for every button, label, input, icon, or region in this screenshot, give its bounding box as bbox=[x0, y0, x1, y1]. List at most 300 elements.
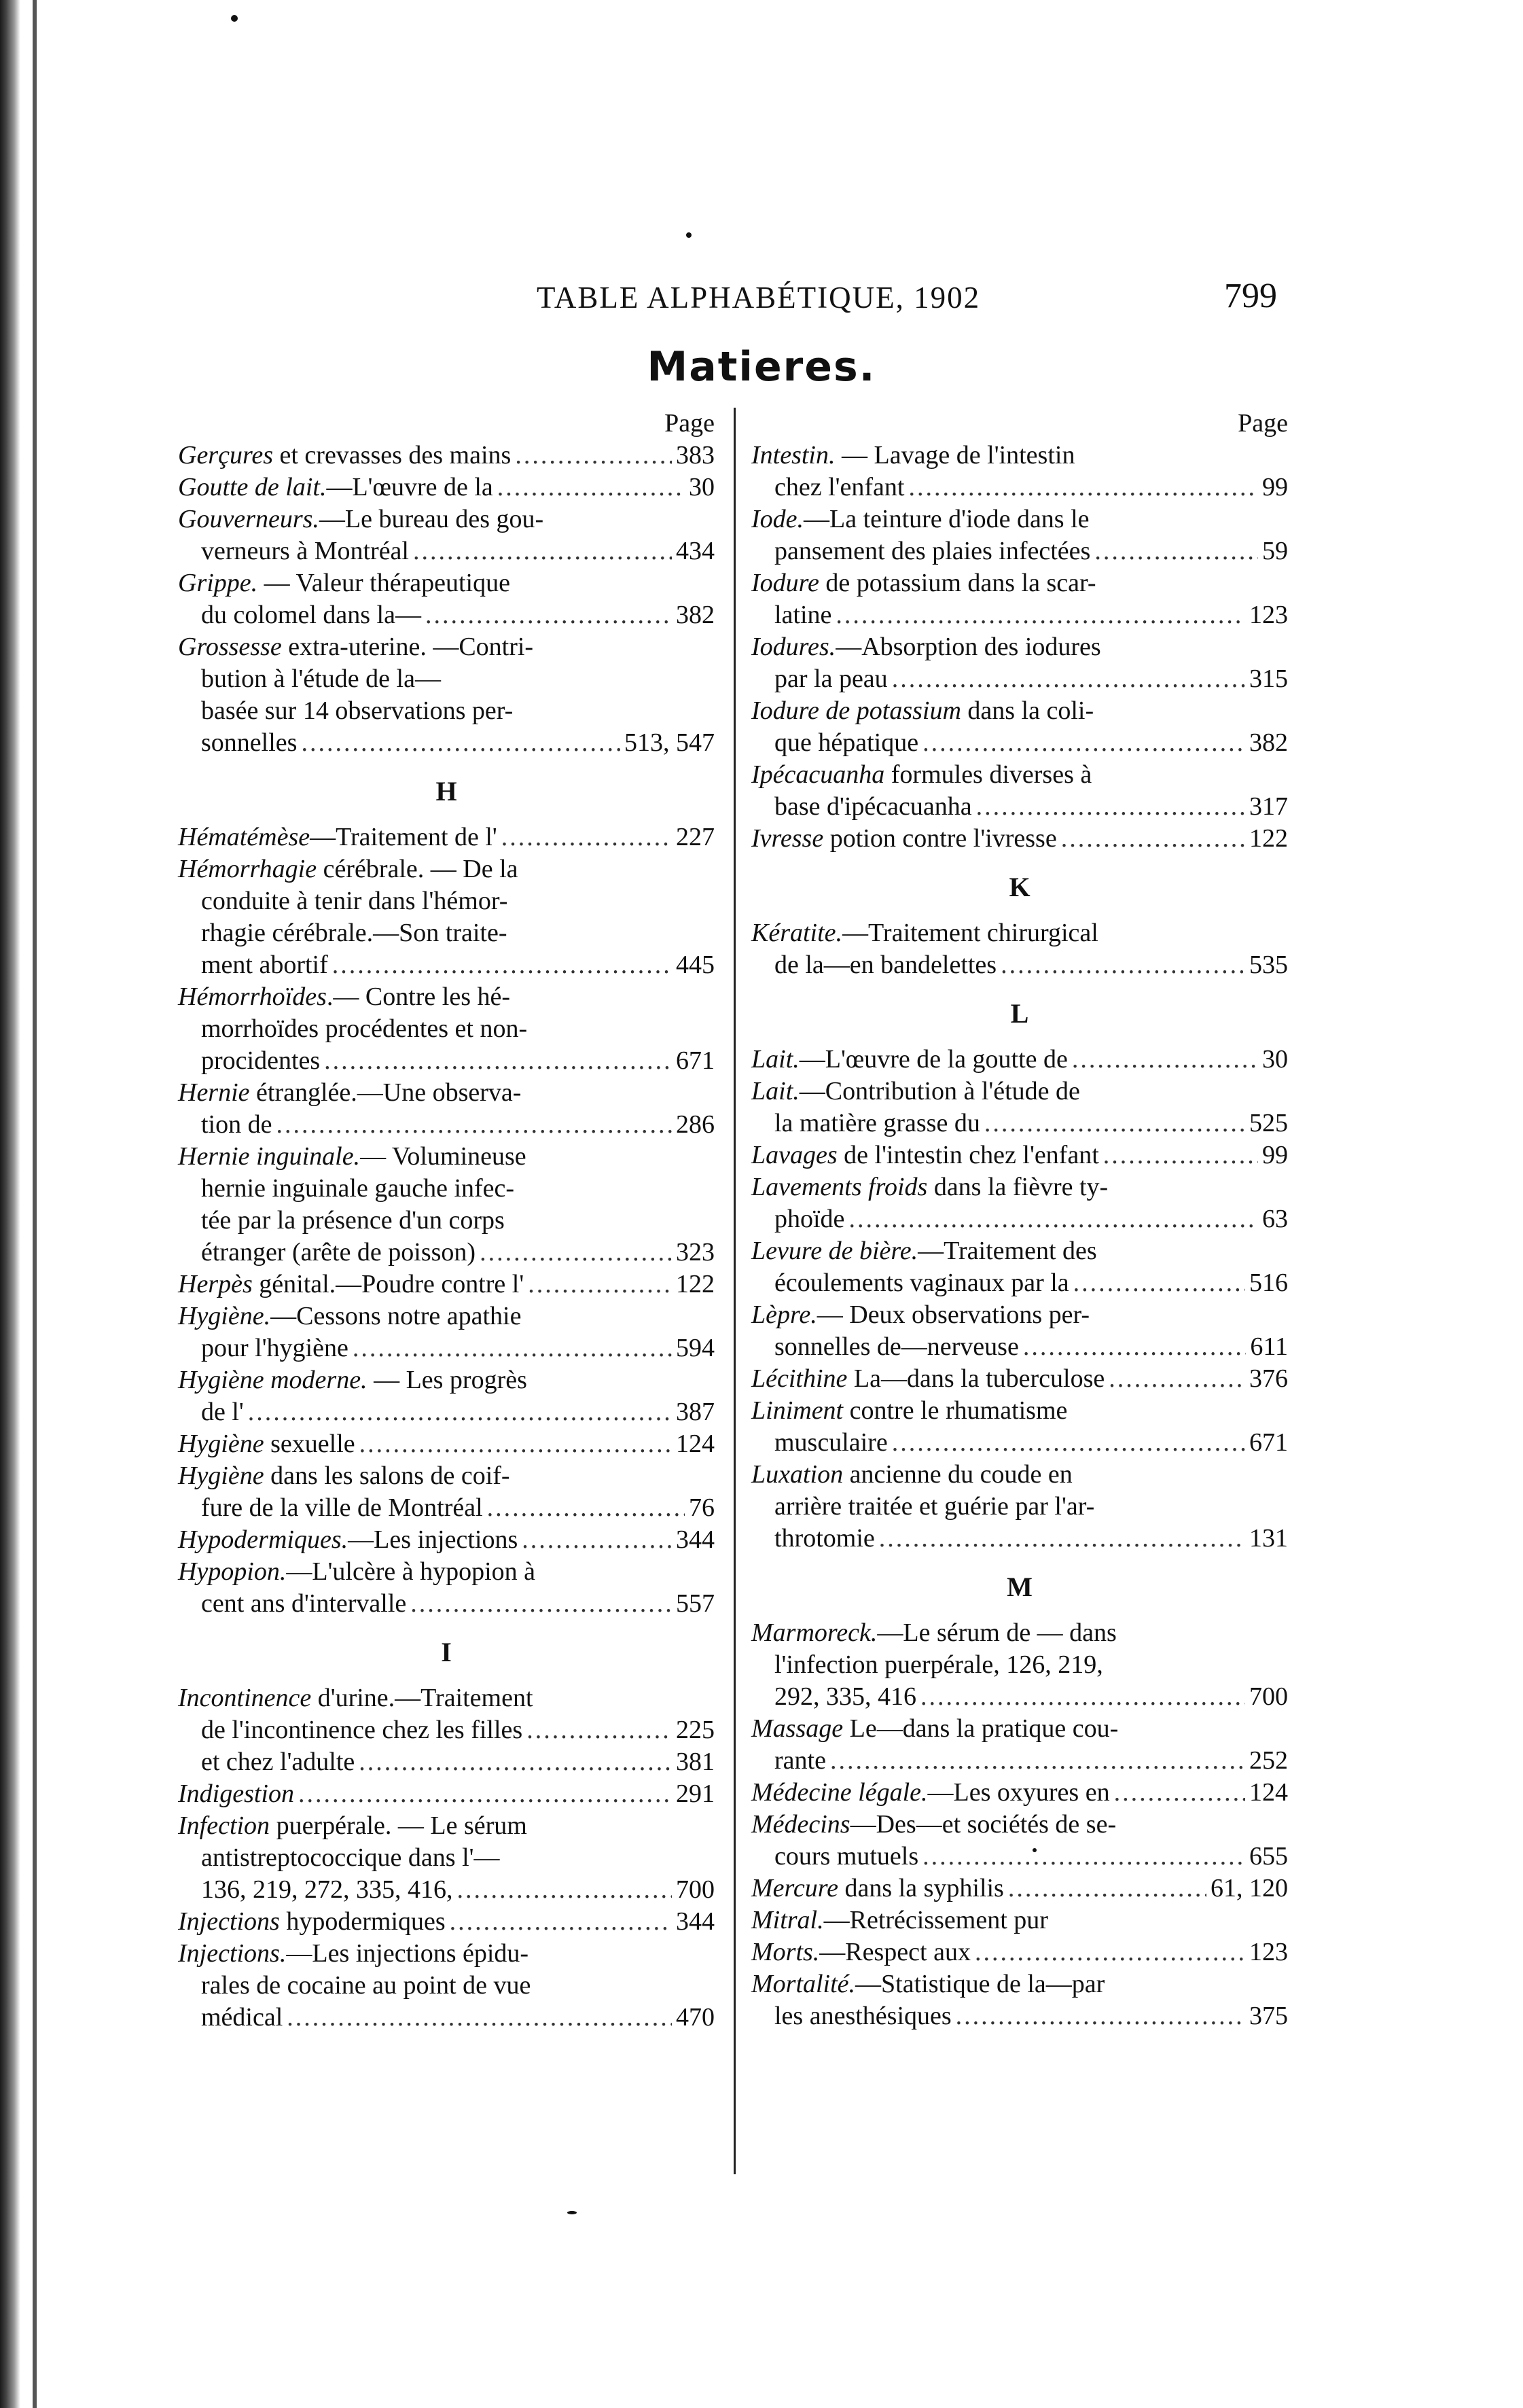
entry-keyword: Intestin. bbox=[751, 441, 836, 470]
index-entry-line bbox=[178, 567, 715, 599]
entry-keyword: Lavages bbox=[751, 1141, 838, 1169]
entry-description: tion de bbox=[201, 1110, 272, 1139]
entry-description: —Cessons notre apathie bbox=[270, 1302, 522, 1330]
index-entry-line bbox=[178, 1778, 715, 1810]
dot-leader bbox=[528, 1269, 672, 1300]
index-entry-line bbox=[178, 1109, 715, 1141]
index-entry-line bbox=[751, 440, 1288, 472]
index-entry bbox=[178, 1269, 715, 1300]
entry-description: par la peau bbox=[774, 665, 888, 693]
entry-text bbox=[774, 1427, 888, 1459]
entry-text bbox=[201, 1842, 500, 1874]
entry-text bbox=[178, 503, 543, 535]
index-entry-line bbox=[751, 1713, 1288, 1745]
entry-page-ref: 381 bbox=[676, 1748, 715, 1776]
entry-description: antistreptococcique dans l'— bbox=[201, 1843, 500, 1872]
index-entry-line bbox=[751, 1491, 1288, 1523]
dot-leader bbox=[836, 599, 1245, 631]
entry-description: et crevasses des mains bbox=[273, 441, 512, 470]
entry-description: procidentes bbox=[201, 1046, 321, 1075]
entry-keyword: Hernie inguinale. bbox=[178, 1142, 361, 1171]
entry-text bbox=[751, 1076, 1080, 1108]
index-entry-line bbox=[751, 503, 1288, 535]
section-title: Matieres. bbox=[647, 343, 876, 391]
dot-leader bbox=[425, 599, 672, 631]
entry-page-ref: 655 bbox=[1249, 1842, 1288, 1871]
entry-text bbox=[178, 853, 518, 885]
index-entry-line bbox=[751, 2000, 1288, 2032]
entry-page-ref: 252 bbox=[1249, 1746, 1288, 1775]
index-entry-line bbox=[751, 1873, 1288, 1905]
entry-text bbox=[751, 1936, 971, 1968]
running-head-title: TABLE ALPHABÉTIQUE, 1902 bbox=[537, 281, 981, 315]
entry-description: phoïde bbox=[774, 1205, 845, 1233]
index-entry bbox=[178, 1300, 715, 1364]
entry-keyword: Lécithine bbox=[751, 1364, 848, 1393]
entry-description: —L'œuvre de la bbox=[326, 473, 493, 501]
entry-text bbox=[201, 1588, 406, 1620]
index-entry-line bbox=[178, 1556, 715, 1588]
index-entry-line bbox=[751, 1936, 1288, 1968]
index-entry bbox=[751, 1809, 1288, 1873]
entry-text bbox=[201, 917, 507, 949]
dot-leader bbox=[1094, 535, 1258, 567]
entry-description: arrière traitée et guérie par l'ar- bbox=[774, 1492, 1095, 1521]
index-entry bbox=[751, 1171, 1288, 1235]
index-entry-line bbox=[751, 1203, 1288, 1235]
index-column-right bbox=[751, 408, 1288, 2032]
entry-keyword: Médecine légale. bbox=[751, 1778, 928, 1807]
entry-keyword: Infection bbox=[178, 1811, 270, 1840]
entry-keyword: Hypopion. bbox=[178, 1557, 287, 1586]
index-entry-line bbox=[751, 631, 1288, 663]
entry-description: écoulements vaginaux par la bbox=[774, 1269, 1069, 1297]
entry-keyword: Hygiène bbox=[178, 1430, 264, 1458]
entry-page-ref: 535 bbox=[1249, 951, 1288, 979]
entry-text bbox=[201, 1714, 522, 1746]
entry-description: sexuelle bbox=[264, 1430, 355, 1458]
entry-page-ref: 59 bbox=[1262, 537, 1288, 565]
index-entry bbox=[178, 1938, 715, 2034]
entry-text bbox=[178, 1269, 524, 1300]
index-entry-line bbox=[751, 1459, 1288, 1491]
index-entry bbox=[751, 1459, 1288, 1555]
index-entry bbox=[751, 1139, 1288, 1171]
entry-page-ref: 344 bbox=[676, 1907, 715, 1936]
index-entry-line bbox=[178, 1077, 715, 1109]
index-entry-line bbox=[178, 440, 715, 472]
letter-heading: L bbox=[1010, 998, 1029, 1029]
entry-keyword: Lavements froids bbox=[751, 1173, 928, 1201]
index-entry bbox=[751, 1299, 1288, 1363]
index-entry-line bbox=[178, 1874, 715, 1906]
index-entry-line bbox=[751, 1299, 1288, 1331]
index-entry bbox=[178, 1810, 715, 1906]
entry-description: tée par la présence d'un corps bbox=[201, 1206, 505, 1235]
entry-page-ref: 122 bbox=[676, 1270, 715, 1298]
index-entry bbox=[751, 1076, 1288, 1139]
entry-description: basée sur 14 observations per- bbox=[201, 696, 514, 725]
index-entry bbox=[751, 631, 1288, 695]
index-entry-line bbox=[178, 1205, 715, 1237]
index-entry bbox=[178, 853, 715, 981]
index-entry bbox=[178, 1141, 715, 1269]
entry-page-ref: 700 bbox=[1249, 1682, 1288, 1711]
dot-leader bbox=[879, 1523, 1245, 1555]
index-entry bbox=[751, 1713, 1288, 1777]
index-entry-line bbox=[178, 1045, 715, 1077]
index-entry bbox=[178, 1906, 715, 1938]
entry-description: —Les injections épidu- bbox=[286, 1939, 529, 1968]
entry-text bbox=[201, 663, 441, 695]
dot-leader bbox=[487, 1492, 685, 1524]
letter-heading: H bbox=[435, 776, 457, 807]
entry-text bbox=[201, 1746, 355, 1778]
entry-description: morrhoïdes procédentes et non- bbox=[201, 1014, 528, 1043]
dot-leader bbox=[324, 1045, 672, 1077]
entry-description: — Les progrès bbox=[367, 1366, 527, 1394]
index-column-left bbox=[178, 408, 715, 2034]
entry-text bbox=[751, 1459, 1073, 1491]
dot-leader bbox=[480, 1237, 672, 1269]
entry-text bbox=[774, 791, 972, 823]
entry-text bbox=[751, 1044, 1068, 1076]
entry-text bbox=[201, 1045, 320, 1077]
index-entry-line bbox=[178, 949, 715, 981]
entry-description: d'urine.—Traitement bbox=[311, 1684, 533, 1712]
entry-keyword: Grossesse bbox=[178, 633, 282, 661]
index-entry-line bbox=[751, 1171, 1288, 1203]
entry-description: de l'intestin chez l'enfant bbox=[837, 1141, 1099, 1169]
entry-text bbox=[751, 1873, 1004, 1905]
entry-page-ref: 383 bbox=[676, 441, 715, 470]
entry-text bbox=[774, 1523, 875, 1555]
index-entry bbox=[751, 1936, 1288, 1968]
entry-keyword: Gouverneurs. bbox=[178, 505, 319, 533]
entry-text bbox=[178, 1682, 533, 1714]
entry-description: musculaire bbox=[774, 1428, 888, 1457]
index-entry-line bbox=[751, 599, 1288, 631]
entry-keyword: Lait. bbox=[751, 1045, 800, 1074]
index-entry-line bbox=[178, 1524, 715, 1556]
entry-page-ref: 594 bbox=[676, 1334, 715, 1362]
index-entry-line bbox=[751, 1395, 1288, 1427]
entry-description: —Le bureau des gou- bbox=[319, 505, 544, 533]
index-entry-line bbox=[178, 821, 715, 853]
index-entry bbox=[751, 1777, 1288, 1809]
entry-page-ref: 445 bbox=[676, 951, 715, 979]
entry-page-ref: 671 bbox=[676, 1046, 715, 1075]
entry-text bbox=[751, 1617, 1117, 1649]
index-entry-line bbox=[751, 1617, 1288, 1649]
entry-text bbox=[178, 821, 497, 853]
entry-description: de la—en bandelettes bbox=[774, 951, 997, 979]
index-entry-line bbox=[178, 1300, 715, 1332]
entry-text bbox=[751, 695, 1094, 727]
entry-page-ref: 317 bbox=[1249, 792, 1288, 821]
index-entry-line bbox=[178, 1460, 715, 1492]
entry-keyword: Injections. bbox=[178, 1939, 287, 1968]
entry-text bbox=[201, 1205, 505, 1237]
entry-text bbox=[178, 1938, 528, 1970]
entry-text bbox=[751, 1777, 1110, 1809]
entry-text bbox=[774, 1491, 1094, 1523]
running-head bbox=[537, 277, 1277, 327]
entry-description: fure de la ville de Montréal bbox=[201, 1493, 483, 1522]
entry-page-ref: 516 bbox=[1249, 1269, 1288, 1297]
dot-leader bbox=[248, 1396, 672, 1428]
entry-keyword: Indigestion bbox=[178, 1780, 294, 1808]
index-entry bbox=[178, 567, 715, 631]
entry-page-ref: 99 bbox=[1262, 1141, 1288, 1169]
entry-description: —L'ulcère à hypopion à bbox=[286, 1557, 536, 1586]
index-entry bbox=[751, 823, 1288, 855]
index-entry bbox=[751, 567, 1288, 631]
entry-description: .— Contre les hé- bbox=[326, 982, 511, 1011]
entry-description: rante bbox=[774, 1746, 826, 1775]
entry-keyword: Mitral. bbox=[751, 1906, 824, 1934]
dot-leader bbox=[353, 1332, 672, 1364]
entry-text bbox=[774, 599, 831, 631]
page-number: 799 bbox=[1224, 277, 1277, 315]
column-divider bbox=[734, 408, 736, 2174]
entry-keyword: Iodures. bbox=[751, 633, 836, 661]
entry-text bbox=[751, 567, 1096, 599]
entry-description: —L'œuvre de la goutte de bbox=[799, 1045, 1068, 1074]
index-entry bbox=[751, 1873, 1288, 1905]
index-entry-line bbox=[751, 535, 1288, 567]
entry-text bbox=[201, 1332, 348, 1364]
index-entry bbox=[751, 1617, 1288, 1713]
entry-text bbox=[751, 1713, 1118, 1745]
entry-text bbox=[178, 1810, 527, 1842]
entry-text bbox=[201, 1013, 527, 1045]
dot-leader bbox=[1073, 1267, 1245, 1299]
entry-text bbox=[774, 1745, 826, 1777]
entry-description: ancienne du coude en bbox=[843, 1460, 1073, 1489]
index-entry-line bbox=[751, 1139, 1288, 1171]
entry-keyword: Hygiène bbox=[178, 1462, 264, 1490]
entry-description: contre le rhumatisme bbox=[843, 1396, 1068, 1425]
index-entry-line bbox=[178, 1013, 715, 1045]
entry-description: rhagie cérébrale.—Son traite- bbox=[201, 919, 507, 947]
entry-description: La—dans la tuberculose bbox=[847, 1364, 1105, 1393]
index-entry-line bbox=[751, 1044, 1288, 1076]
entry-page-ref: 76 bbox=[689, 1493, 715, 1522]
index-entry bbox=[178, 472, 715, 503]
dot-leader bbox=[1008, 1873, 1206, 1905]
entry-keyword: Mortalité. bbox=[751, 1970, 856, 1998]
letter-heading: K bbox=[1009, 872, 1031, 902]
entry-keyword: Injections bbox=[178, 1907, 280, 1936]
index-entry-line bbox=[178, 1237, 715, 1269]
entry-description: extra-uterine. —Contri- bbox=[281, 633, 534, 661]
letter-heading: M bbox=[1007, 1572, 1033, 1602]
entry-text bbox=[751, 631, 1101, 663]
entry-page-ref: 382 bbox=[1249, 728, 1288, 757]
entry-description: Le—dans la pratique cou- bbox=[843, 1714, 1119, 1743]
ink-speck bbox=[567, 2211, 577, 2214]
entry-page-ref: 700 bbox=[676, 1875, 715, 1904]
index-entry-line bbox=[178, 1332, 715, 1364]
entry-text bbox=[751, 1363, 1105, 1395]
entry-keyword: Lèpre. bbox=[751, 1300, 817, 1329]
entry-page-ref: 525 bbox=[1249, 1109, 1288, 1137]
index-entry-line bbox=[178, 1428, 715, 1460]
entry-keyword: Hygiène. bbox=[178, 1302, 271, 1330]
index-entry-line bbox=[178, 1396, 715, 1428]
index-entry-line bbox=[178, 1141, 715, 1173]
entry-keyword: Hémorrhoïdes bbox=[178, 982, 327, 1011]
index-entry-line bbox=[751, 1809, 1288, 1841]
letter-heading: I bbox=[441, 1637, 452, 1667]
dot-leader bbox=[1001, 949, 1245, 981]
entry-text bbox=[178, 631, 533, 663]
index-entry bbox=[751, 695, 1288, 759]
index-entry-line bbox=[178, 1842, 715, 1874]
entry-keyword: Goutte de lait. bbox=[178, 473, 327, 501]
index-entry-line bbox=[178, 1269, 715, 1300]
entry-page-ref: 124 bbox=[676, 1430, 715, 1458]
index-entry-line bbox=[178, 1938, 715, 1970]
entry-text bbox=[201, 1492, 483, 1524]
entry-description: —Le sérum de — dans bbox=[877, 1618, 1117, 1647]
entry-description: conduite à tenir dans l'hémor- bbox=[201, 887, 508, 915]
entry-keyword: Lait. bbox=[751, 1077, 800, 1105]
entry-description: de l'incontinence chez les filles bbox=[201, 1716, 523, 1744]
index-entry bbox=[751, 1363, 1288, 1395]
entry-description: — Deux observations per- bbox=[817, 1300, 1090, 1329]
entry-text bbox=[201, 1173, 514, 1205]
entry-page-ref: 291 bbox=[676, 1780, 715, 1808]
entry-keyword: Iodure de potassium bbox=[751, 696, 961, 725]
entry-text bbox=[774, 1649, 1103, 1681]
index-entry-line bbox=[751, 1108, 1288, 1139]
entry-description: 136, 219, 272, 335, 416, bbox=[201, 1875, 453, 1904]
entry-description: base d'ipécacuanha bbox=[774, 792, 972, 821]
dot-leader bbox=[920, 1681, 1245, 1713]
entry-text bbox=[774, 1331, 1019, 1363]
entry-text bbox=[774, 1841, 918, 1873]
index-entry bbox=[751, 440, 1288, 503]
dot-leader bbox=[287, 2002, 672, 2034]
entry-description: formules diverses à bbox=[884, 760, 1092, 789]
dot-leader bbox=[332, 949, 672, 981]
index-entry-line bbox=[178, 599, 715, 631]
index-entry bbox=[178, 1524, 715, 1556]
entry-page-ref: 671 bbox=[1249, 1428, 1288, 1457]
entry-text bbox=[751, 1235, 1097, 1267]
entry-text bbox=[178, 567, 510, 599]
entry-description: 292, 335, 416 bbox=[774, 1682, 916, 1711]
entry-page-ref: 387 bbox=[676, 1398, 715, 1426]
index-entry-line bbox=[178, 1746, 715, 1778]
entry-page-ref: 513, 547 bbox=[624, 728, 715, 757]
entry-keyword: Hémorrhagie bbox=[178, 855, 317, 883]
index-entry-line bbox=[178, 1906, 715, 1938]
index-entry-line bbox=[751, 567, 1288, 599]
index-entry-line bbox=[178, 1714, 715, 1746]
entry-description: médical bbox=[201, 2003, 283, 2032]
entry-description: cérébrale. — De la bbox=[317, 855, 518, 883]
index-entry bbox=[178, 1428, 715, 1460]
entry-text bbox=[751, 1905, 1048, 1936]
entry-description: sonnelles bbox=[201, 728, 298, 757]
entry-text bbox=[751, 440, 1075, 472]
index-entry-line bbox=[178, 981, 715, 1013]
entry-text bbox=[751, 1299, 1090, 1331]
entry-page-ref: 123 bbox=[1249, 1938, 1288, 1966]
entry-text bbox=[774, 472, 904, 503]
entry-text bbox=[178, 472, 493, 503]
page-column-header: Page bbox=[664, 409, 715, 438]
index-entry-line bbox=[178, 503, 715, 535]
entry-description: de potassium dans la scar- bbox=[819, 569, 1096, 597]
entry-page-ref: 470 bbox=[676, 2003, 715, 2032]
index-entry bbox=[178, 440, 715, 472]
entry-text bbox=[178, 1364, 527, 1396]
index-entry-line bbox=[751, 695, 1288, 727]
entry-keyword: Hématémèse bbox=[178, 823, 310, 851]
index-entry-line bbox=[751, 1076, 1288, 1108]
entry-text bbox=[178, 1077, 521, 1109]
entry-keyword: Iodure bbox=[751, 569, 819, 597]
index-entry-line bbox=[751, 949, 1288, 981]
entry-text bbox=[178, 1524, 518, 1556]
index-entry-line bbox=[178, 663, 715, 695]
entry-page-ref: 611 bbox=[1250, 1332, 1288, 1361]
entry-page-ref: 30 bbox=[1262, 1045, 1288, 1074]
entry-description: étranglée.—Une observa- bbox=[249, 1078, 522, 1107]
dot-leader bbox=[515, 440, 672, 472]
index-entry-line bbox=[178, 472, 715, 503]
dot-leader bbox=[956, 2000, 1245, 2032]
entry-description: sonnelles de—nerveuse bbox=[774, 1332, 1019, 1361]
entry-keyword: Luxation bbox=[751, 1460, 844, 1489]
entry-text bbox=[201, 727, 297, 759]
entry-page-ref: 375 bbox=[1249, 2002, 1288, 2030]
index-entry-line bbox=[178, 727, 715, 759]
index-entry bbox=[751, 1905, 1288, 1936]
index-entry-line bbox=[178, 1492, 715, 1524]
entry-text bbox=[178, 981, 510, 1013]
entry-description: de l' bbox=[201, 1398, 244, 1426]
index-entry-line bbox=[751, 472, 1288, 503]
dot-leader bbox=[892, 1427, 1245, 1459]
entry-description: —Traitement de l' bbox=[310, 823, 497, 851]
entry-description: du colomel dans la— bbox=[201, 601, 421, 629]
entry-description: — Lavage de l'intestin bbox=[835, 441, 1075, 470]
entry-description: dans les salons de coif- bbox=[264, 1462, 510, 1490]
index-entry-line bbox=[751, 663, 1288, 695]
entry-text bbox=[178, 1300, 521, 1332]
index-entry bbox=[751, 1968, 1288, 2032]
entry-page-ref: 30 bbox=[689, 473, 715, 501]
entry-description: —Traitement des bbox=[918, 1237, 1097, 1265]
index-entry bbox=[178, 1556, 715, 1620]
entry-keyword: Levure de bière. bbox=[751, 1237, 918, 1265]
entry-text bbox=[178, 1778, 294, 1810]
index-entry bbox=[178, 1364, 715, 1428]
index-entry bbox=[751, 759, 1288, 823]
entry-text bbox=[178, 1906, 446, 1938]
entry-description: dans la syphilis bbox=[838, 1874, 1004, 1902]
index-entry-line bbox=[751, 1905, 1288, 1936]
entry-text bbox=[751, 759, 1092, 791]
entry-text bbox=[774, 1108, 980, 1139]
index-entry-line bbox=[751, 1745, 1288, 1777]
ink-speck bbox=[686, 232, 692, 238]
